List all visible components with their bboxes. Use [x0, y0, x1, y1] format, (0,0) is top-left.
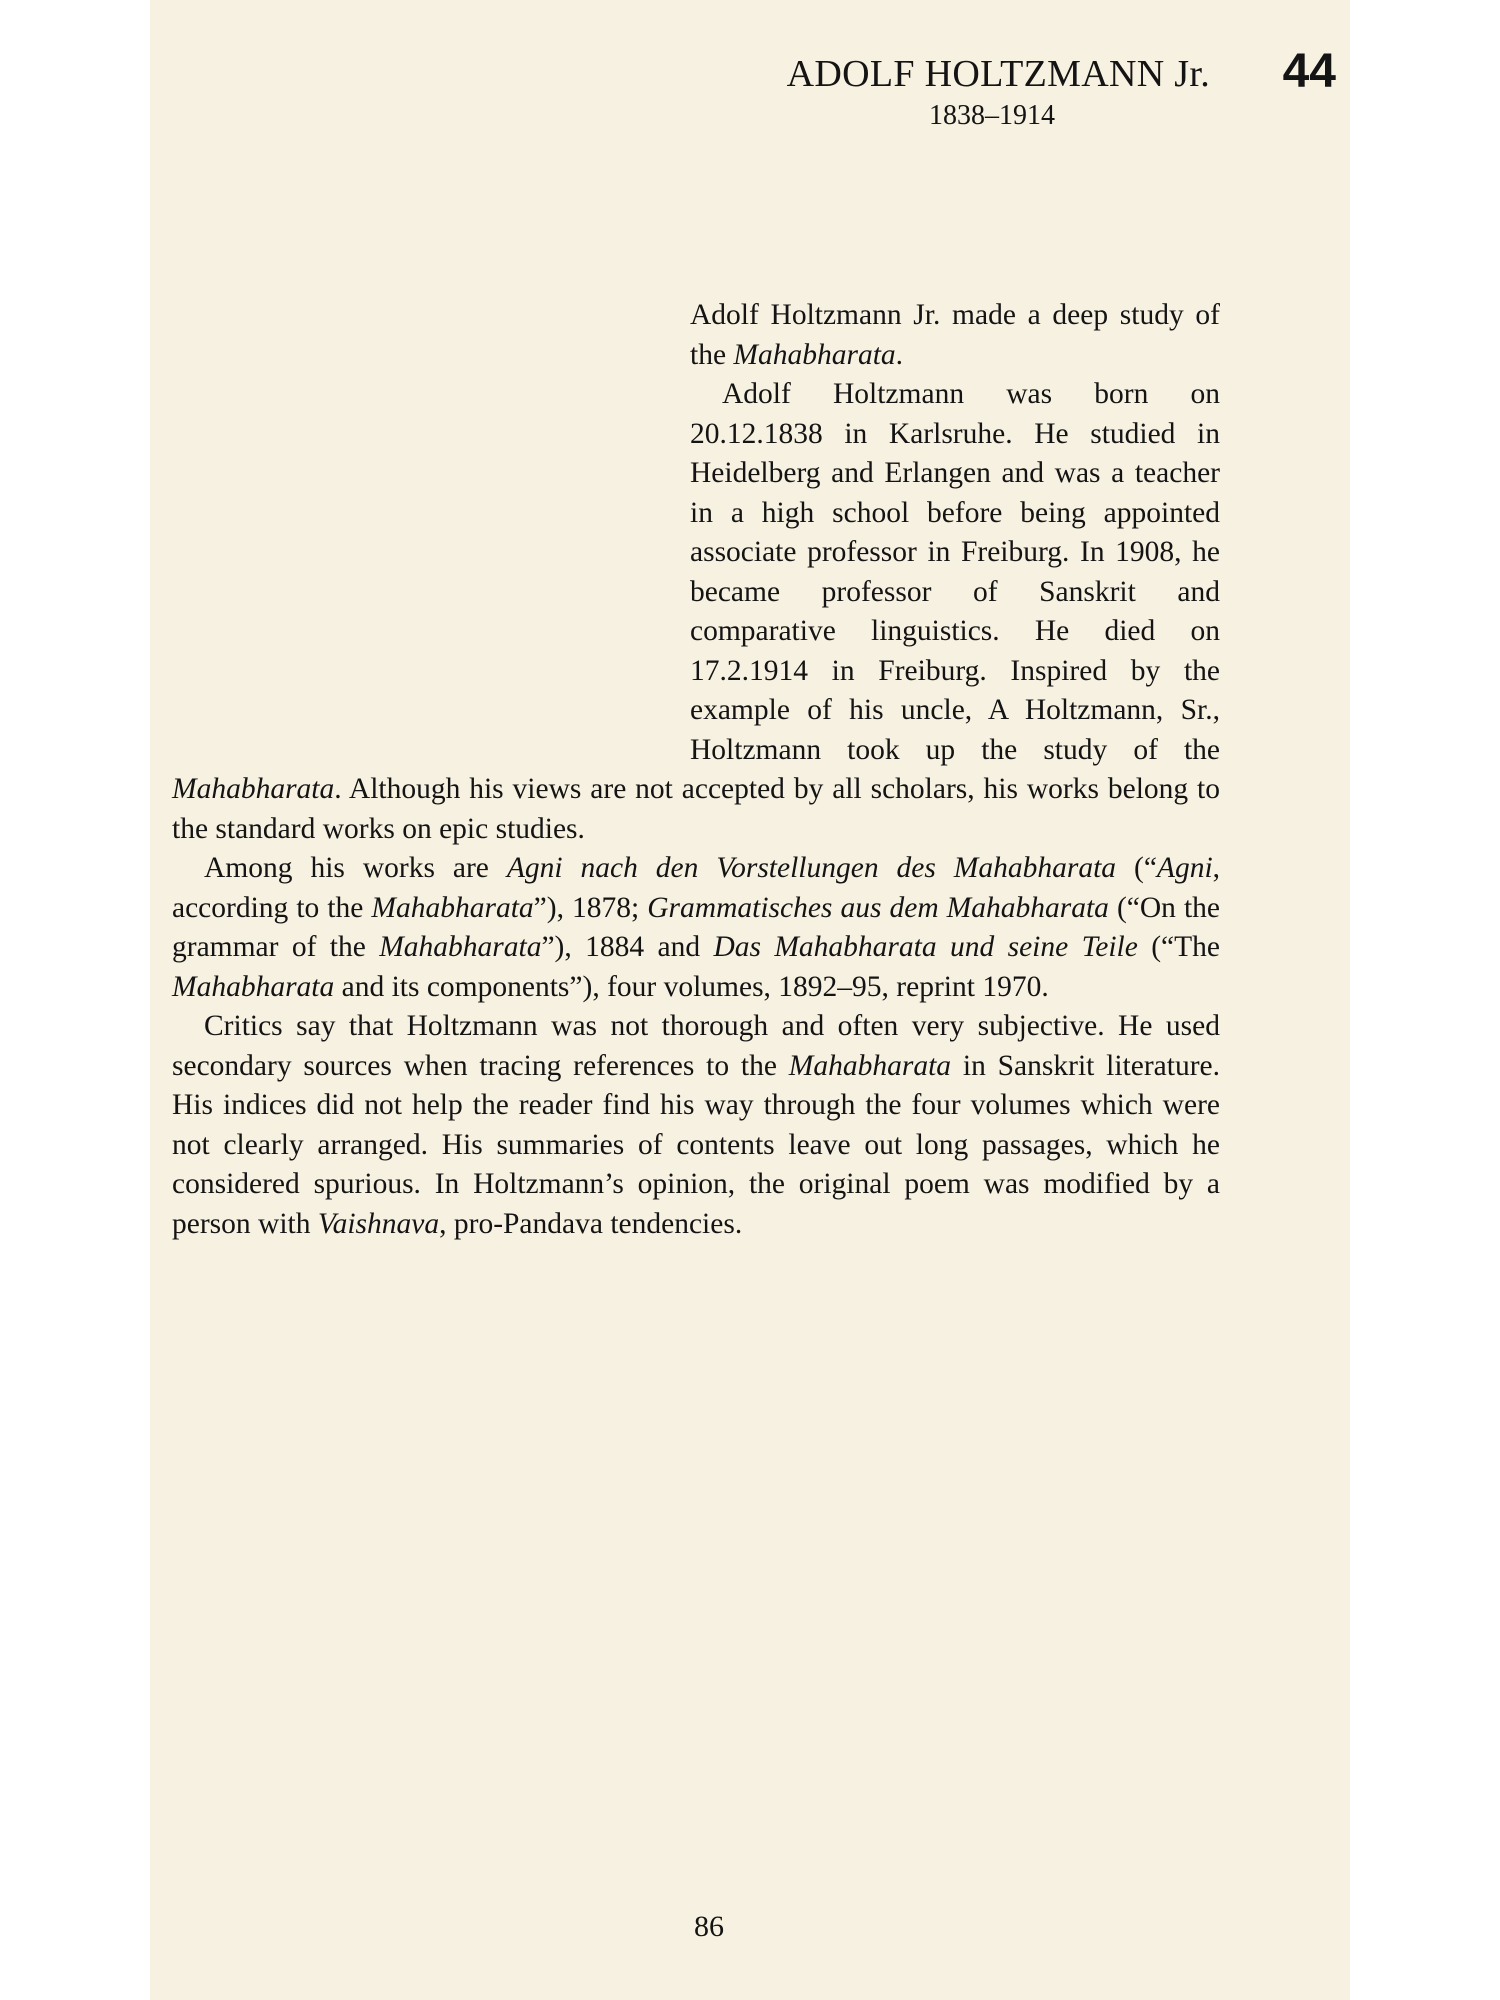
paragraph — [172, 1007, 1220, 1244]
page-title: ADOLF HOLTZMANN Jr. — [786, 53, 1210, 95]
text-run: ”), 1878; — [533, 891, 648, 924]
text-run: and its components”), four volumes, 1892–95, reprint 1970. — [334, 970, 1049, 1003]
text-run: Adolf Holtzmann Jr. made a deep study of the — [690, 299, 1220, 371]
italic-text: Grammatisches aus dem Mahabharata — [647, 891, 1109, 924]
chapter-number: 44 — [1282, 45, 1336, 98]
text-run: Among his works are — [204, 852, 507, 884]
text-run: Critics say that Holtzmann was not thorough and often very subjective. He used secondary sources when tracing references to the — [172, 1010, 1220, 1082]
page-number: 86 — [694, 1910, 724, 1943]
italic-text: Mahabharata — [172, 773, 335, 805]
italic-text: Das Mahabharata und seine Teile — [713, 931, 1138, 963]
italic-text: Mahabharata — [371, 891, 534, 924]
italic-text: Vaishnava — [317, 1207, 440, 1240]
paragraph — [172, 849, 1220, 1007]
text-run: (“ — [1116, 852, 1157, 884]
text-run: , according to the — [172, 852, 1221, 924]
text-run: (“On the grammar of the — [172, 891, 1220, 963]
text-run: ”), 1884 and — [541, 931, 714, 963]
text-run: Adolf Holtzmann was born on 20.12.1838 in Karlsruhe. He studied in Heidelberg and Erlangen and was a teacher in a high school before being appointed associate professor in Freiburg. In 1908, he became professor of Sanskrit and comparative linguistics. He died on 17.2.1914 in Freiburg. Inspired by the example of his uncle, A Holtzmann, Sr., Holtzmann took up the study of the — [690, 378, 1220, 766]
text-run: . Although his views are not accepted by all scholars, his works belong to the standard works on epic studies. — [172, 773, 1220, 845]
body-text — [172, 296, 1220, 1244]
italic-text: Agni — [1156, 852, 1213, 884]
text-run: (“The — [1137, 931, 1221, 963]
text-run: . — [895, 338, 904, 371]
italic-text: Mahabharata — [788, 1049, 952, 1082]
italic-text: Mahabharata — [733, 338, 896, 371]
life-dates: 1838–1914 — [929, 100, 1055, 131]
blank-area — [172, 296, 690, 770]
book-page — [150, 0, 1350, 2000]
text-run: in Sanskrit literature. His indices did not help the reader find his way through the four volumes which were not clearly arranged. His summaries of contents leave out long passages, which he considered spurious. In Holtzmann’s opinion, the original poem was modified by a person with — [172, 1049, 1221, 1240]
text-run: , pro-Pandava tendencies. — [439, 1207, 743, 1240]
italic-text: Agni nach den Vorstellungen des Mahabharata — [506, 852, 1117, 884]
italic-text: Mahabharata — [172, 970, 335, 1003]
italic-text: Mahabharata — [379, 931, 542, 963]
